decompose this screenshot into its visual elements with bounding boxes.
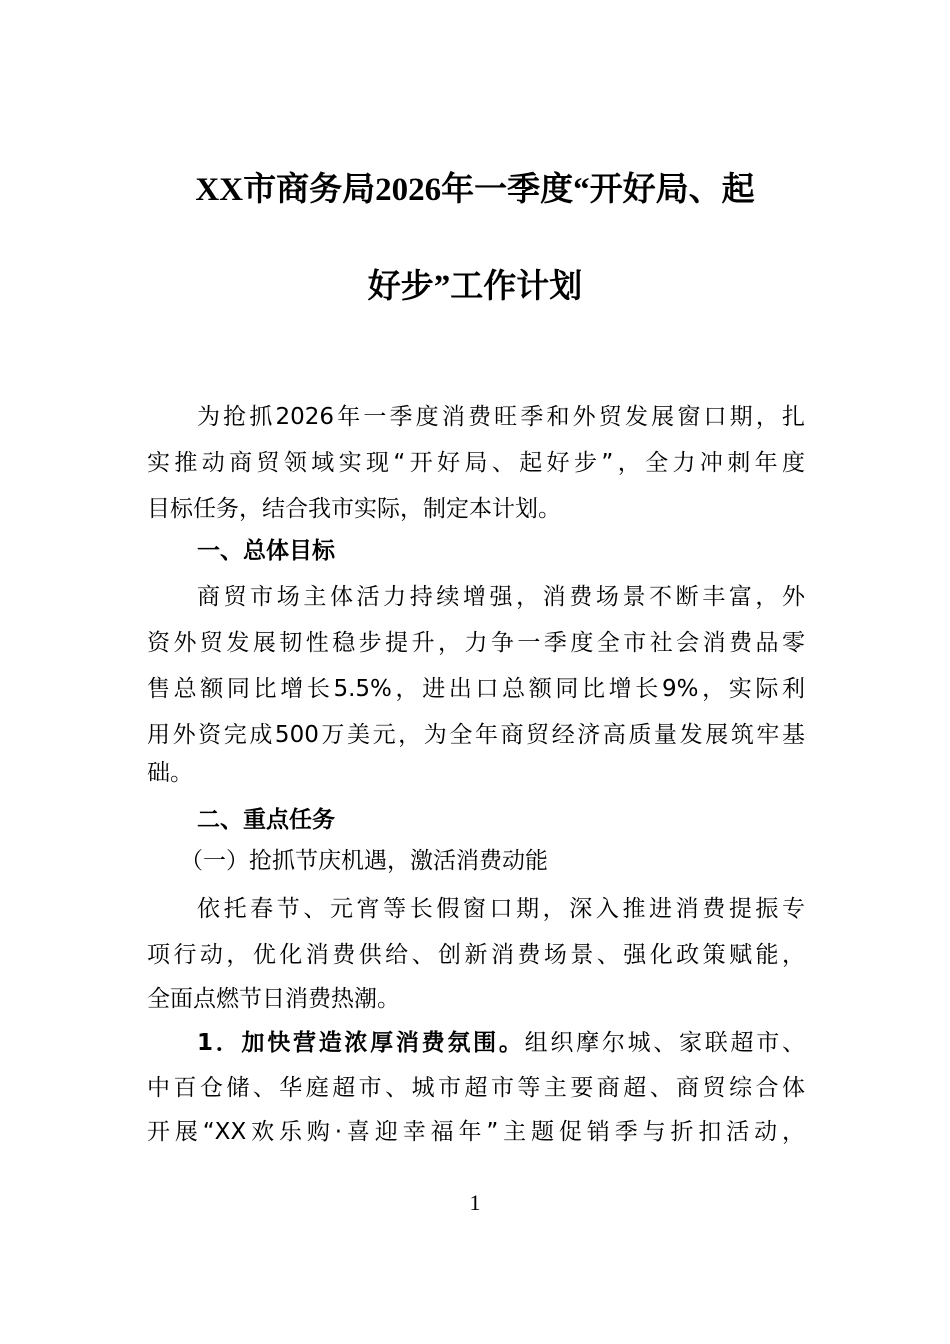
goal-line: 售总额同比增长5.5%，进出口总额同比增长9%，实际利 bbox=[147, 676, 805, 702]
subsection-heading-1: （一）抢抓节庆机遇，激活消费动能 bbox=[180, 848, 548, 874]
item-1-heading: 1．加快营造浓厚消费氛围。 bbox=[197, 1030, 525, 1056]
goal-line: 用外资完成500万美元，为全年商贸经济高质量发展筑牢基 bbox=[147, 722, 805, 748]
goal-line: 商贸市场主体活力持续增强，消费场景不断丰富，外 bbox=[197, 584, 805, 610]
section-heading-1: 一、总体目标 bbox=[197, 538, 335, 564]
item-1-line bbox=[197, 1028, 805, 1058]
document-title-line-2: 好步”工作计划 bbox=[367, 269, 583, 305]
item-1-line: 中百仓储、华庭超市、城市超市等主要商超、商贸综合体 bbox=[147, 1075, 805, 1101]
item-1-text: 组织摩尔城、家联超市、 bbox=[524, 1030, 805, 1056]
subsection-body-line: 依托春节、元宵等长假窗口期，深入推进消费提振专 bbox=[197, 896, 805, 922]
intro-line: 实推动商贸领域实现“开好局、起好步”，全力冲刺年度 bbox=[147, 450, 805, 476]
subsection-body-line: 全面点燃节日消费热潮。 bbox=[147, 986, 400, 1012]
subsection-body-line: 项行动，优化消费供给、创新消费场景、强化政策赋能， bbox=[147, 942, 805, 968]
document-title-line-1: XX市商务局2026年一季度“开好局、起 bbox=[195, 172, 755, 208]
page-number: 1 bbox=[469, 1190, 481, 1215]
intro-line: 为抢抓2026年一季度消费旺季和外贸发展窗口期，扎 bbox=[197, 404, 805, 430]
item-1-line: 开展“XX欢乐购·喜迎幸福年”主题促销季与折扣活动， bbox=[147, 1119, 805, 1145]
intro-line: 目标任务，结合我市实际，制定本计划。 bbox=[147, 496, 561, 522]
goal-line: 础。 bbox=[147, 760, 193, 786]
section-heading-2: 二、重点任务 bbox=[197, 807, 335, 833]
goal-line: 资外贸发展韧性稳步提升，力争一季度全市社会消费品零 bbox=[147, 630, 805, 656]
